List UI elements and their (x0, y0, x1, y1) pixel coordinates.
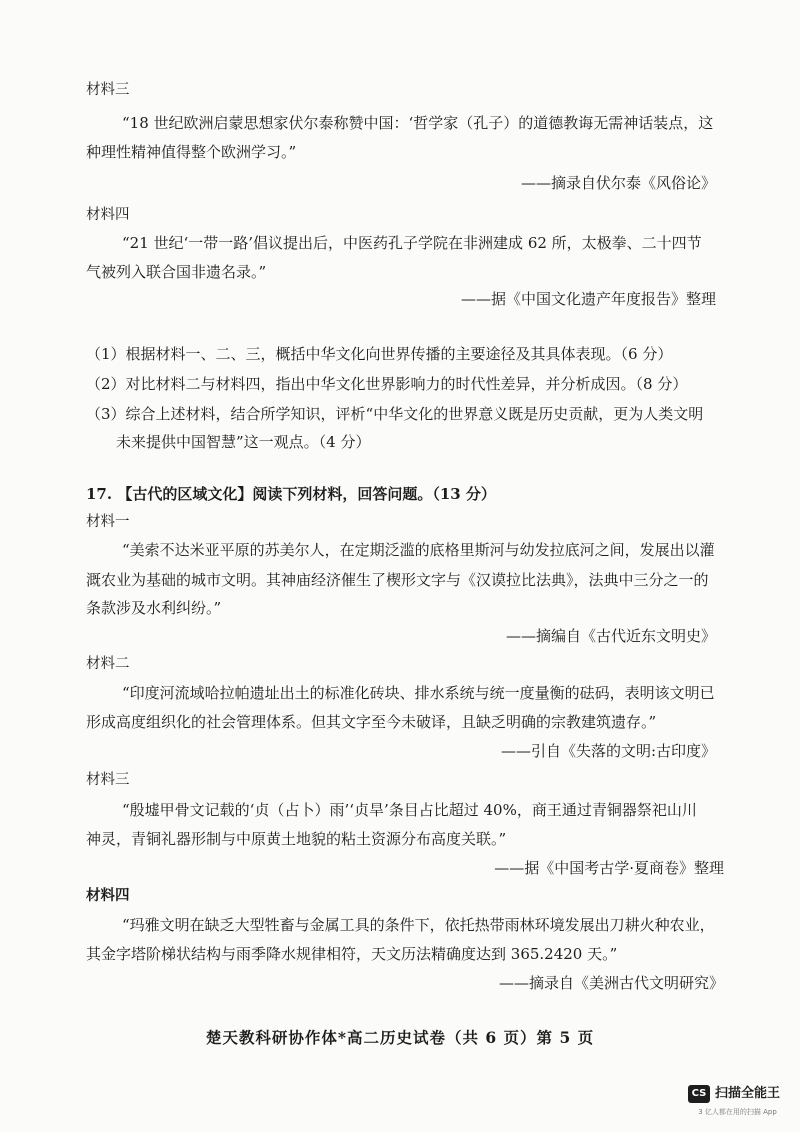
question-3: （3）综合上述材料，结合所学知识，评析“中华文化的世界意义既是历史贡献，更为人类文明 (86, 405, 704, 423)
camscanner-logo-icon: CS (688, 1085, 710, 1103)
material-source: ——据《中国考古学·夏商卷》整理 (494, 859, 724, 877)
page-footer: 楚天教科研协作体*高二历史试卷（共 6 页）第 5 页 (205, 1028, 595, 1047)
material-text: “玛雅文明在缺乏大型牲畜与金属工具的条件下，依托热带雨林环境发展出刀耕火种农业， (122, 916, 715, 934)
material-text: “印度河流域哈拉帕遗址出土的标准化砖块、排水系统与统一度量衡的砝码，表明该文明已 (122, 684, 715, 702)
question-1: （1）根据材料一、二、三，概括中华文化向世界传播的主要途径及其具体表现。（6 分） (86, 345, 673, 363)
question-2: （2）对比材料二与材料四，指出中华文化世界影响力的时代性差异，并分析成因。（8 分） (86, 375, 688, 393)
material-source: ——摘录自伏尔泰《风俗论》 (520, 174, 716, 192)
material-text: 气被列入联合国非遗名录。” (86, 263, 267, 281)
material-text: “18 世纪欧洲启蒙思想家伏尔泰称赞中国：‘哲学家（孔子）的道德教诲无需神话装点，这 (122, 114, 714, 132)
watermark-tagline: 3 亿人都在用的扫描 App (698, 1108, 777, 1116)
watermark-name: 扫描全能王 (715, 1086, 781, 1101)
material-text: “21 世纪‘一带一路’倡议提出后，中医药孔子学院在非洲建成 62 所，太极拳、二十四节 (122, 234, 702, 252)
material-text: “殷墟甲骨文记载的‘贞（占卜）雨’‘贞旱’条目占比超过 40%，商王通过青铜器祭祀山川 (122, 801, 697, 819)
material-label: 材料四 (86, 207, 130, 223)
material-text: 种理性精神值得整个欧洲学习。” (86, 143, 297, 161)
material-source: ——引自《失落的文明:古印度》 (500, 742, 716, 760)
question-3-cont: 未来提供中国智慧”这一观点。（4 分） (116, 433, 371, 451)
material-text: 其金字塔阶梯状结构与雨季降水规律相符，天文历法精确度达到 365.2420 天。” (86, 945, 618, 963)
material-source: ——摘录自《美洲古代文明研究》 (498, 974, 724, 992)
material-label: 材料三 (86, 772, 130, 788)
material-text: 神灵，青铜礼器形制与中原黄土地貌的粘土资源分布高度关联。” (86, 830, 507, 848)
question-17-heading: 17. 【古代的区域文化】阅读下列材料，回答问题。（13 分） (86, 485, 496, 503)
material-source: ——摘编自《古代近东文明史》 (505, 627, 716, 645)
material-text: 形成高度组织化的社会管理体系。但其文字至今未破译，且缺乏明确的宗教建筑遗存。” (86, 713, 657, 731)
material-label: 材料三 (86, 82, 130, 98)
material-label: 材料四 (86, 888, 130, 904)
material-text: 条款涉及水利纠纷。” (86, 599, 222, 617)
material-text: 溉农业为基础的城市文明。其神庙经济催生了楔形文字与《汉谟拉比法典》，法典中三分之一的 (86, 571, 709, 589)
material-label: 材料一 (86, 514, 130, 530)
material-text: “美索不达米亚平原的苏美尔人，在定期泛滥的底格里斯河与幼发拉底河之间，发展出以灌 (122, 541, 715, 559)
material-label: 材料二 (86, 656, 130, 672)
material-source: ——据《中国文化遗产年度报告》整理 (460, 290, 716, 308)
